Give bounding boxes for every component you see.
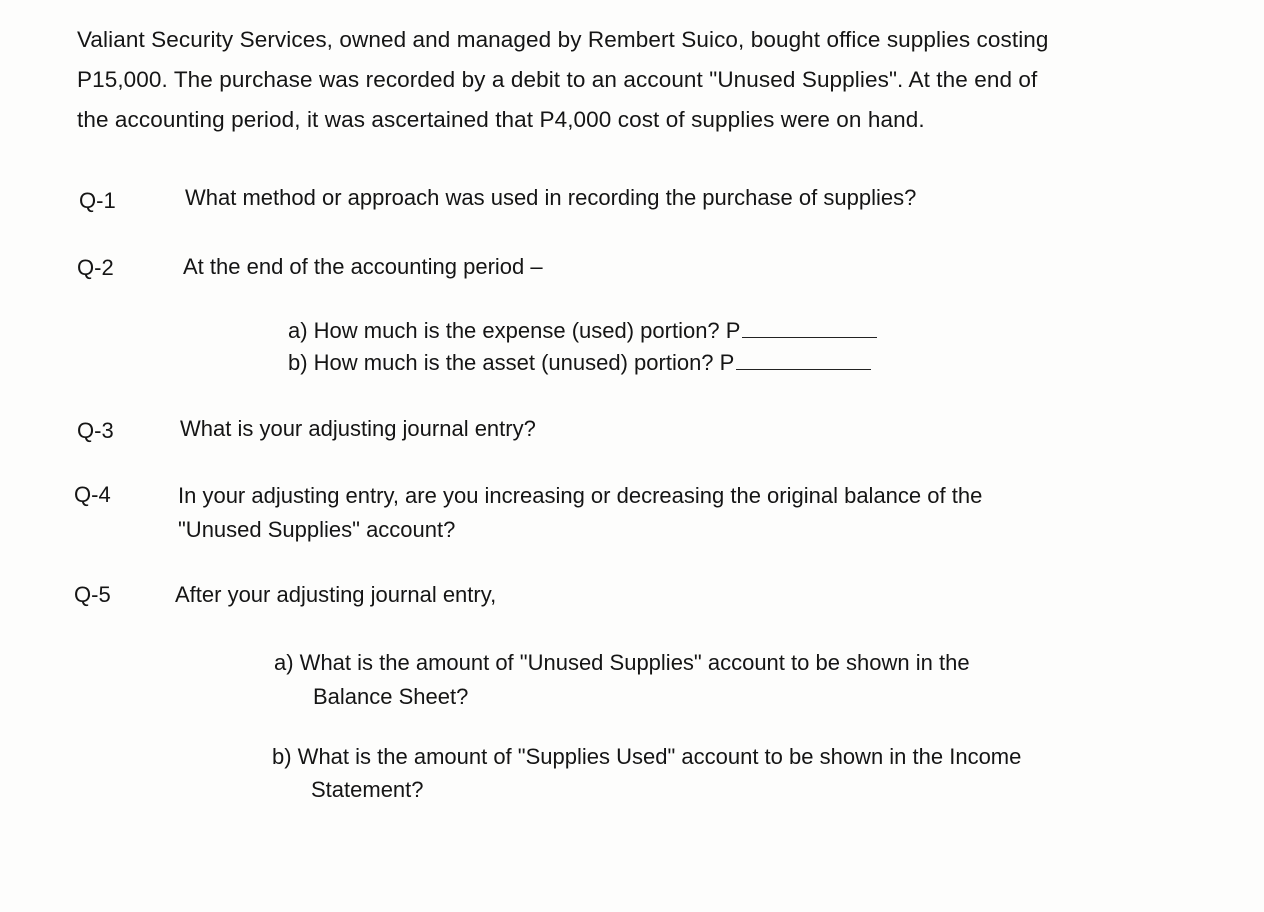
question-text-4-line-2: "Unused Supplies" account?: [178, 517, 456, 542]
question-label-2: Q-2: [77, 255, 114, 280]
question-2-part-a-text: a) How much is the expense (used) portion? P: [288, 318, 741, 343]
question-5-part-b-line-1: b) What is the amount of "Supplies Used" account to be shown in the Income: [272, 744, 1022, 769]
question-5-part-b-line-2: Statement?: [311, 777, 424, 802]
question-text-2: At the end of the accounting period –: [183, 254, 543, 279]
question-label-4: Q-4: [74, 482, 111, 507]
question-text-3: What is your adjusting journal entry?: [180, 416, 536, 441]
question-2-part-b-text: b) How much is the asset (unused) portion? P: [288, 350, 735, 375]
problem-statement-line: the accounting period, it was ascertained that P4,000 cost of supplies were on hand.: [77, 107, 925, 132]
question-text-1: What method or approach was used in recording the purchase of supplies?: [185, 185, 917, 210]
question-5-part-a-line-1: a) What is the amount of "Unused Supplies" account to be shown in the: [274, 650, 970, 675]
question-label-3: Q-3: [77, 418, 114, 443]
answer-blank-line[interactable]: [736, 351, 871, 370]
question-2-part-a: [288, 314, 877, 348]
problem-statement: [77, 20, 1247, 140]
answer-blank-line[interactable]: [742, 319, 877, 338]
question-label-1: Q-1: [79, 188, 116, 213]
question-text-4-line-1: In your adjusting entry, are you increasing or decreasing the original balance of the: [178, 483, 983, 508]
question-5-part-a-line-2: Balance Sheet?: [313, 684, 469, 709]
question-text-5: After your adjusting journal entry,: [175, 582, 497, 607]
question-label-5: Q-5: [74, 582, 111, 607]
question-2-part-b: [288, 346, 871, 380]
problem-statement-line: P15,000. The purchase was recorded by a debit to an account "Unused Supplies". At the end of: [77, 67, 1038, 92]
problem-statement-line: Valiant Security Services, owned and managed by Rembert Suico, bought office supplies costing: [77, 27, 1049, 52]
